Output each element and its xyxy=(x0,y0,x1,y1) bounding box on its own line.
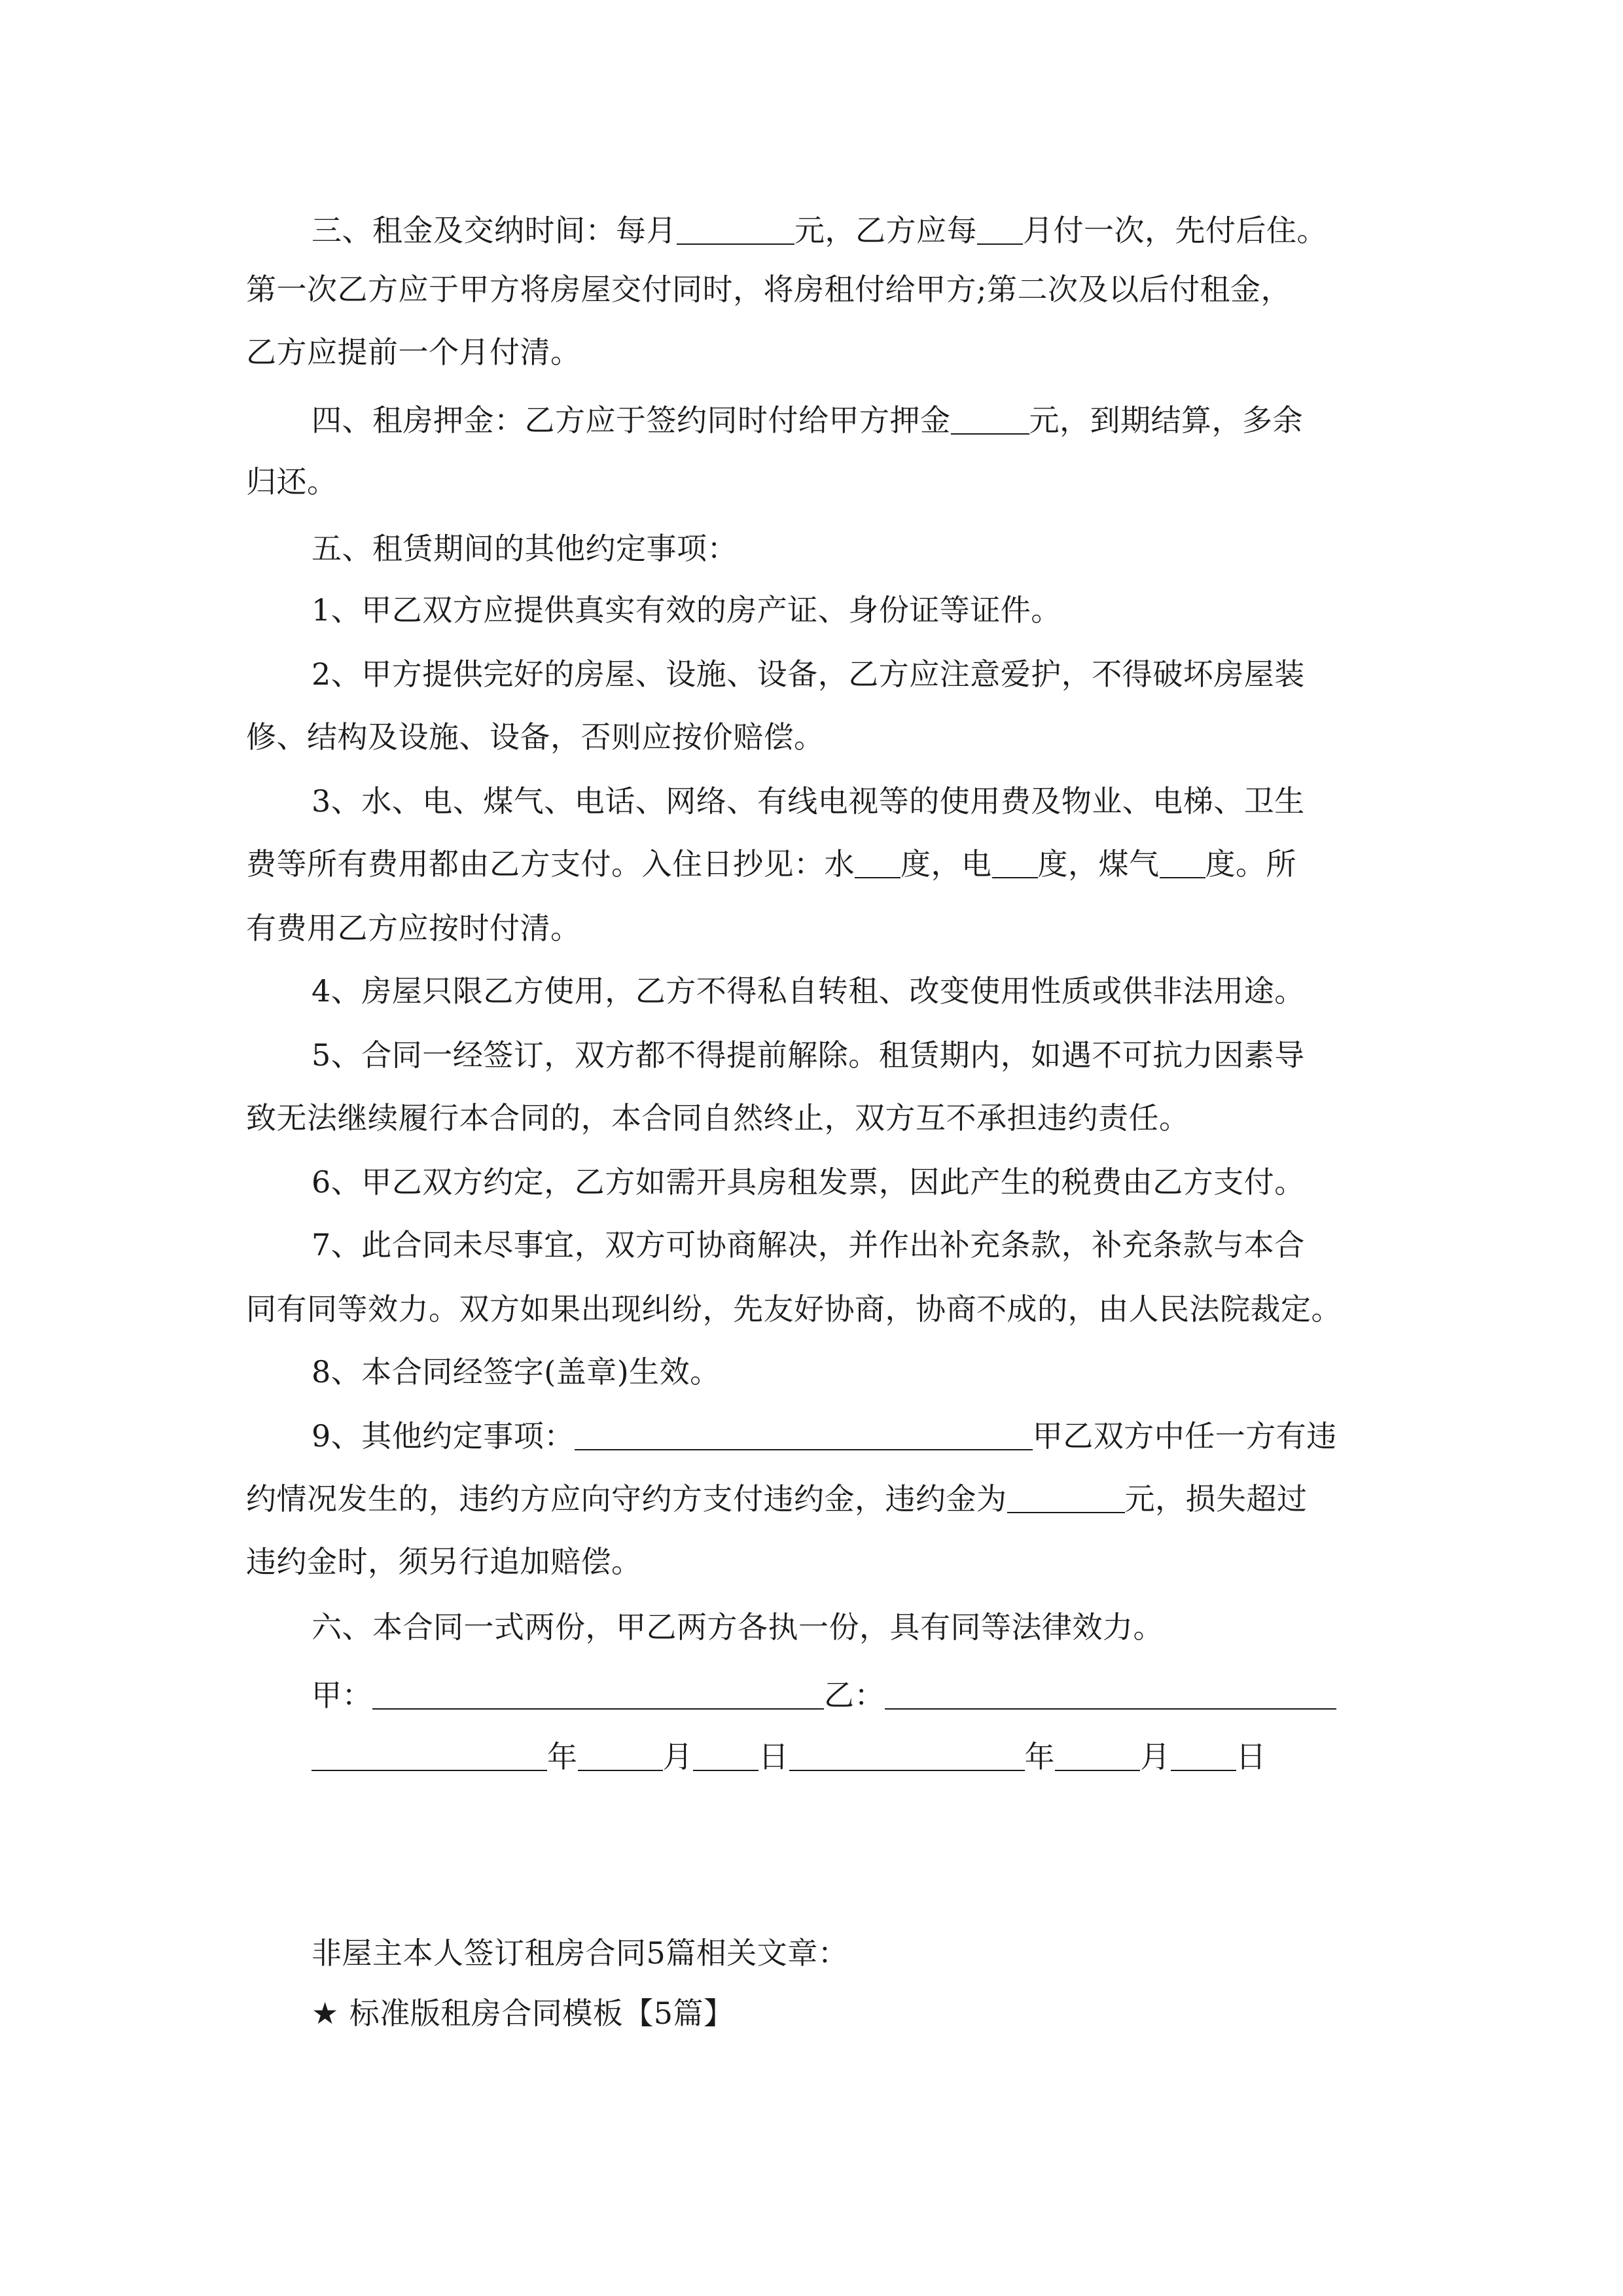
party-b-year-blank xyxy=(789,1738,1025,1771)
related-article-link[interactable] xyxy=(312,1994,734,2033)
rent-amount-blank xyxy=(677,212,794,245)
section-6: 六、本合同一式两份，甲乙两方各执一份，具有同等法律效力。 xyxy=(312,1609,1164,1645)
electricity-reading-blank xyxy=(992,846,1038,878)
item-2-line-1: 2、甲方提供完好的房屋、设施、设备，乙方应注意爱护，不得破坏房屋装 xyxy=(312,656,1305,692)
star-icon: ★ xyxy=(312,1996,339,2031)
party-b-day-blank xyxy=(1171,1738,1236,1771)
item-7-line-2: 同有同等效力。双方如果出现纠纷，先友好协商，协商不成的，由人民法院裁定。 xyxy=(246,1291,1342,1327)
gas-reading-blank xyxy=(1160,846,1205,878)
party-a-label: 甲： xyxy=(312,1677,372,1713)
item-3-line-1: 3、水、电、煤气、电话、网络、有线电视等的使用费及物业、电梯、卫生 xyxy=(312,783,1305,819)
water-reading-blank xyxy=(855,846,901,878)
item-9-line-2: 约情况发生的，违约方应向守约方支付违约金，违约金为 元，损失超过 xyxy=(246,1481,1308,1516)
item-9-line-1: 9、其他约定事项： 甲乙双方中任一方有违 xyxy=(312,1418,1337,1454)
signature-dates-line: 年 月 日 年 月 日 xyxy=(312,1737,1266,1776)
party-a-signature-blank xyxy=(372,1677,824,1710)
item-5-line-2: 致无法继续履行本合同的，本合同自然终止，双方互不承担违约责任。 xyxy=(246,1100,1190,1136)
related-articles-title: 非屋主本人签订租房合同5篇相关文章： xyxy=(312,1935,849,1971)
section-3-line-3: 乙方应提前一个月付清。 xyxy=(246,334,581,370)
deposit-amount-blank xyxy=(951,402,1029,435)
party-a-year-blank xyxy=(312,1738,547,1771)
item-8: 8、本合同经签字(盖章)生效。 xyxy=(312,1354,721,1390)
party-b-signature-blank xyxy=(885,1677,1336,1710)
party-a-month-blank xyxy=(578,1738,663,1771)
item-2-line-2: 修、结构及设施、设备，否则应按价赔偿。 xyxy=(246,719,825,755)
item-5-line-1: 5、合同一经签订，双方都不得提前解除。租赁期内，如遇不可抗力因素导 xyxy=(312,1037,1305,1073)
item-7-line-1: 7、此合同未尽事宜，双方可协商解决，并作出补充条款，补充条款与本合 xyxy=(312,1227,1305,1263)
section-3-line-1: 三、租金及交纳时间：每月 元，乙方应每 月付一次，先付后住。 xyxy=(312,213,1327,248)
pay-interval-blank xyxy=(977,212,1023,245)
section-4-line-1: 四、租房押金：乙方应于签约同时付给甲方押金 元，到期结算，多余 xyxy=(312,403,1303,438)
item-9-line-3: 违约金时，须另行追加赔偿。 xyxy=(246,1544,642,1579)
section-4-line-2: 归还。 xyxy=(246,464,338,499)
item-3-line-2: 费等所有费用都由乙方支付。入住日抄见：水 度，电 度，煤气 度。所 xyxy=(246,846,1296,882)
party-a-day-blank xyxy=(693,1738,758,1771)
related-article-link-text[interactable]: 标准版租房合同模板【5篇】 xyxy=(349,1996,734,2031)
item-4: 4、房屋只限乙方使用，乙方不得私自转租、改变使用性质或供非法用途。 xyxy=(312,973,1305,1009)
item-6: 6、甲乙双方约定，乙方如需开具房租发票，因此产生的税费由乙方支付。 xyxy=(312,1164,1305,1200)
party-b-month-blank xyxy=(1055,1738,1140,1771)
signature-parties-line xyxy=(312,1676,1336,1715)
item-3-line-3: 有费用乙方应按时付清。 xyxy=(246,910,581,946)
penalty-amount-blank xyxy=(1007,1480,1125,1513)
item-1: 1、甲乙双方应提供真实有效的房产证、身份证等证件。 xyxy=(312,592,1061,628)
section-5-title: 五、租赁期间的其他约定事项： xyxy=(312,531,738,566)
section-3-line-2: 第一次乙方应于甲方将房屋交付同时，将房租付给甲方;第二次及以后付租金， xyxy=(246,272,1291,307)
party-b-label: 乙： xyxy=(824,1677,885,1713)
other-terms-blank xyxy=(575,1418,1033,1450)
